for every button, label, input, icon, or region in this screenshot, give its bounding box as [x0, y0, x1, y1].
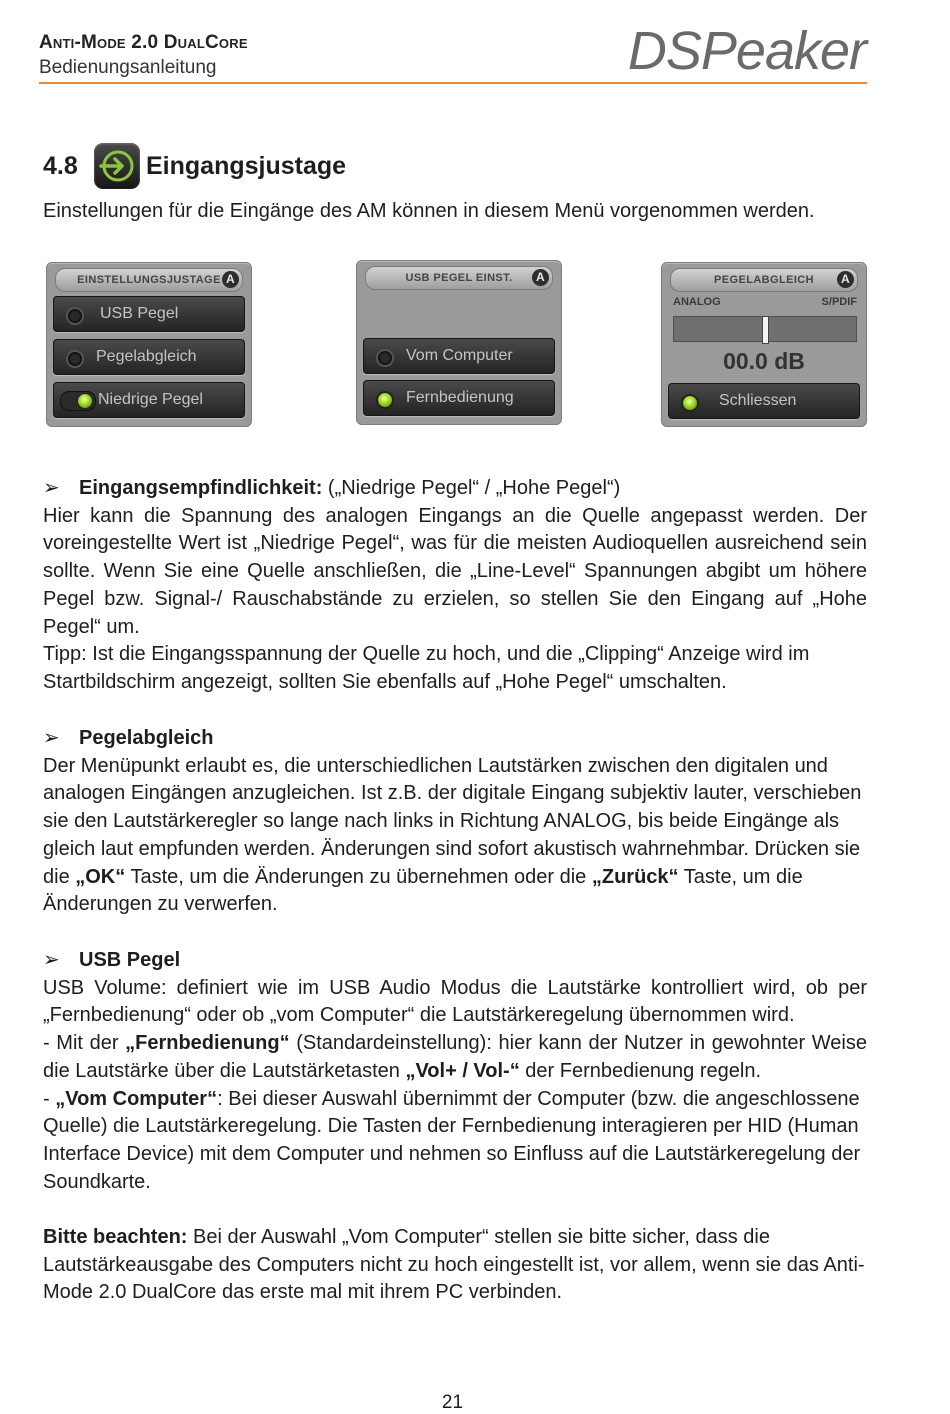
balance-value: 00.0 dB: [723, 348, 805, 374]
balance-heading-line: [43, 725, 867, 753]
section-title: Eingangsjustage: [146, 152, 347, 180]
bullet-arrow-icon: ➢: [43, 949, 60, 971]
balance-text: Der Menüpunkt erlaubt es, die unterschiedlichen Lautstärken zwischen den digitalen und analogen Eingängen anzugleichen. Ist z.B. der digitale Eingang subjektiv lauter, verschieben sie den Lautstärkeregler so lange nach links in Richtung ANALOG, bis beide Eingänge als gleich laut empfunden werden. Änderungen sind sofort akustisch wahrnehmbar. Drücken sie die: [43, 754, 862, 888]
level-balance-button[interactable]: [53, 339, 245, 375]
document-title: Anti-Mode 2.0 DualCore: [39, 32, 248, 53]
usb-text: der Fernbedienung regeln.: [519, 1059, 762, 1082]
from-computer-button[interactable]: [363, 338, 555, 374]
usb-remote-option: [43, 1030, 867, 1085]
a-badge-icon: A: [532, 269, 549, 286]
bullet-arrow-icon: ➢: [43, 477, 60, 499]
usb-text: -: [43, 1087, 56, 1110]
usb-level-panel: [356, 260, 562, 425]
usb-section: [43, 947, 867, 1196]
balance-slider[interactable]: [673, 316, 857, 342]
sensitivity-tip: Tipp: Ist die Eingangsspannung der Quelle zu hoch, und die „Clipping“ Anzeige wird im Startbildschirm angezeigt, sollten Sie ebenfalls auf „Hohe Pegel“ umschalten.: [43, 643, 810, 693]
note-text: Bei der Auswahl „Vom Computer“ stellen sie bitte sicher, dass die Lautstärkeausgabe des Computers nicht zu hoch eingestellt ist, vor allem, wenn sie das Anti-Mode 2.0 DualCore das erste mal mit ihrem PC verbinden.: [43, 1226, 865, 1304]
spdif-label: S/PDIF: [821, 296, 857, 308]
header-divider: [39, 82, 867, 84]
panel-header: [670, 268, 858, 292]
brand-logo-text: DSPeaker: [627, 21, 866, 81]
balance-text: Taste, um die Änderungen zu verwerfen.: [43, 865, 803, 916]
balance-section: [43, 725, 867, 919]
usb-heading: USB Pegel: [79, 949, 181, 971]
section-intro: Einstellungen für die Eingänge des AM können in diesem Menü vorgenommen werden.: [43, 200, 815, 222]
balance-text: Taste, um die Änderungen zu übernehmen oder die: [125, 865, 592, 888]
panel-header: [365, 266, 553, 290]
page-number: 21: [441, 1392, 464, 1413]
usb-text: : Bei dieser Auswahl übernimmt der Computer (bzw. die angeschlossene Quelle) die Lautstärkeregelung. Die Tasten der Fernbedienung interagieren per HID (Human Interface Device) mit dem Computer und nehmen so Einfluss auf die Lautstärkeregelung der Soundkarte.: [43, 1087, 861, 1193]
brand-logo: [627, 21, 866, 81]
note-label: Bitte beachten:: [43, 1226, 188, 1248]
led-on-icon: [77, 393, 93, 409]
led-off-icon: [376, 349, 394, 367]
balance-paragraph: [43, 753, 867, 919]
close-button[interactable]: [668, 383, 860, 419]
note-paragraph: [43, 1224, 867, 1307]
note-section: [43, 1224, 867, 1307]
level-balance-panel: [661, 262, 867, 427]
led-on-icon: [376, 391, 394, 409]
balance-heading: Pegelabgleich: [79, 727, 214, 749]
button-label: USB Pegel: [100, 305, 179, 322]
sensitivity-heading: Eingangsempfindlichkeit:: [79, 477, 323, 499]
back-key-label: „Zurück“: [591, 865, 679, 888]
led-off-icon: [66, 350, 84, 368]
bullet-arrow-icon: ➢: [43, 727, 60, 749]
low-level-toggle[interactable]: [53, 382, 245, 418]
slider-handle[interactable]: [762, 316, 769, 344]
ok-key-label: „OK“: [75, 865, 126, 888]
input-settings-panel: [46, 262, 252, 427]
remote-control-button[interactable]: [363, 380, 555, 416]
volume-keys-label: „Vol+ / Vol-“: [405, 1059, 520, 1082]
panel-title: EINSTELLUNGSJUSTAGE: [77, 274, 221, 286]
a-badge-icon: A: [837, 271, 854, 288]
usb-computer-option: [43, 1086, 867, 1197]
sensitivity-section: [43, 475, 867, 697]
input-arrow-icon: [94, 143, 140, 189]
section-number: 4.8: [43, 152, 78, 180]
panel-title: USB PEGEL EINST.: [405, 272, 513, 284]
usb-level-button[interactable]: [53, 296, 245, 332]
button-label: Fernbedienung: [406, 389, 514, 406]
usb-text: (Standardeinstellung): hier kann der Nutzer in gewohnter Weise die Lautstärke über die Lautstärketasten: [43, 1032, 867, 1082]
remote-option-label: „Fernbedienung“: [125, 1032, 290, 1055]
led-off-icon: [66, 307, 84, 325]
panel-header: [55, 268, 243, 292]
document-subtitle: Bedienungsanleitung: [39, 57, 217, 78]
led-on-icon: [681, 394, 699, 412]
usb-heading-line: [43, 947, 867, 975]
sensitivity-options: („Niedrige Pegel“ / „Hohe Pegel“): [322, 477, 621, 499]
panel-title: PEGELABGLEICH: [714, 274, 814, 286]
sensitivity-paragraph: Hier kann die Spannung des analogen Eingangs an die Quelle angepasst werden. Der voreingestellte Wert ist „Niedrige Pegel“, was für die meisten Audioquellen ausreichend sein sollte. Wenn Sie eine Quelle anschließen, die „Line-Level“ Spannungen abgibt um höhere Pegel bzw. Signal-/ Rauschabstände zu erzielen, so stellen Sie den Eingang auf „Hohe Pegel“ um.: [43, 504, 867, 638]
sensitivity-heading-line: [43, 475, 867, 503]
button-label: Niedrige Pegel: [98, 391, 203, 408]
button-label: Vom Computer: [406, 347, 513, 364]
usb-text: - Mit der: [43, 1032, 126, 1055]
computer-option-label: „Vom Computer“: [55, 1087, 218, 1110]
button-label: Pegelabgleich: [96, 348, 197, 365]
button-label: Schliessen: [719, 392, 797, 409]
usb-definition: USB Volume: definiert wie im USB Audio Modus die Lautstärke kontrolliert wird, ob per „Fernbedienung“ oder ob „vom Computer“ die Lautstärkeregelung übernommen wird.: [43, 976, 867, 1027]
a-badge-icon: A: [222, 271, 239, 288]
toggle-switch-icon: [60, 391, 96, 411]
analog-label: ANALOG: [673, 296, 721, 308]
